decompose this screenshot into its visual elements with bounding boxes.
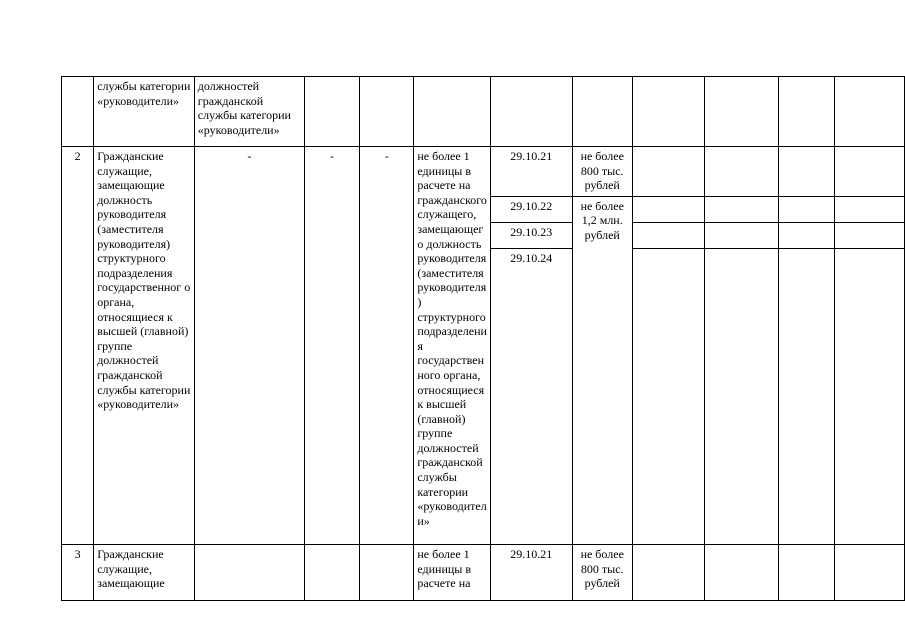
position-group-cell: службы категории «руководители» <box>94 77 195 147</box>
empty-cell <box>633 196 704 222</box>
dash-cell: - <box>360 147 414 545</box>
empty-cell <box>779 545 835 601</box>
empty-cell <box>632 545 704 601</box>
empty-cell <box>633 222 704 248</box>
date-value: 29.10.23 <box>491 222 572 248</box>
date-value: 29.10.21 <box>490 545 572 601</box>
dash-cell: - <box>194 147 304 545</box>
empty-cell <box>779 196 834 222</box>
cost-limit-subtable <box>573 147 632 244</box>
empty-cell <box>779 77 835 147</box>
date-value: 29.10.21 <box>491 147 572 196</box>
quantity-cell: не более 1 единицы в расчете на <box>414 545 491 601</box>
empty-cell <box>705 147 778 196</box>
quantity-cell <box>490 77 572 147</box>
empty-cell <box>835 248 904 253</box>
empty-cell <box>633 248 704 253</box>
position-group-cell: Гражданские служащие, замещающие должность руководителя (заместителя руководителя) структурного подразделения государственног о органа, относящиеся к высшей (главной) группе должностей гражданской службы категории «руководители» <box>94 147 195 545</box>
dates-cell <box>490 147 572 545</box>
table-row <box>62 77 905 147</box>
empty-cell <box>705 77 779 147</box>
empty-cell <box>779 248 834 253</box>
empty-cell <box>705 545 779 601</box>
split-cell <box>632 147 704 545</box>
empty-cell <box>835 545 905 601</box>
dash-cell: - <box>304 147 359 545</box>
cost-limit-value: не более 800 тыс. рублей <box>572 545 632 601</box>
empty-cell <box>304 77 359 147</box>
empty-cell <box>304 545 359 601</box>
split-cell <box>705 147 779 545</box>
empty-cell <box>360 545 414 601</box>
row-number: 2 <box>62 147 94 545</box>
empty-cell <box>705 248 778 253</box>
split-subtable <box>705 147 778 253</box>
cost-limit-value: не более 1,2 млн. рублей <box>580 198 624 242</box>
quantity-cell: не более 1 единицы в расчете на гражданского служащего, замещающег о должность руководителя (заместителя руководителя ) структурного подразделени я государствен ного органа, относящиеся к высшей (главной) группе должностей гражданской службы категории «руководител и» <box>414 147 491 545</box>
split-cell <box>835 147 905 545</box>
cost-limit-value: не более 800 тыс. рублей <box>573 147 632 196</box>
equipment-norms-table <box>61 76 905 601</box>
empty-cell <box>779 147 834 196</box>
empty-cell <box>572 77 632 147</box>
row-number: 3 <box>62 545 94 601</box>
empty-cell <box>835 147 904 196</box>
empty-cell <box>632 77 704 147</box>
table-row <box>62 147 905 545</box>
empty-cell <box>360 77 414 147</box>
row-number <box>62 77 94 147</box>
date-value: 29.10.22 <box>491 196 572 222</box>
empty-cell <box>194 545 304 601</box>
empty-cell <box>835 196 904 222</box>
date-value: 29.10.24 <box>510 250 553 265</box>
position-cell: должностей гражданской службы категории «руководители» <box>194 77 304 147</box>
empty-cell <box>779 222 834 248</box>
split-subtable <box>779 147 834 253</box>
split-cell <box>779 147 835 545</box>
dates-subtable <box>491 147 572 267</box>
empty-cell <box>414 77 491 147</box>
empty-cell <box>835 222 904 248</box>
table-row <box>62 545 905 601</box>
position-group-cell: Гражданские служащие, замещающие <box>94 545 195 601</box>
cost-limit-cell <box>572 147 632 545</box>
empty-cell <box>705 222 778 248</box>
split-subtable <box>835 147 904 253</box>
split-subtable <box>633 147 704 253</box>
empty-cell <box>705 196 778 222</box>
empty-cell <box>633 147 704 196</box>
empty-cell <box>835 77 905 147</box>
